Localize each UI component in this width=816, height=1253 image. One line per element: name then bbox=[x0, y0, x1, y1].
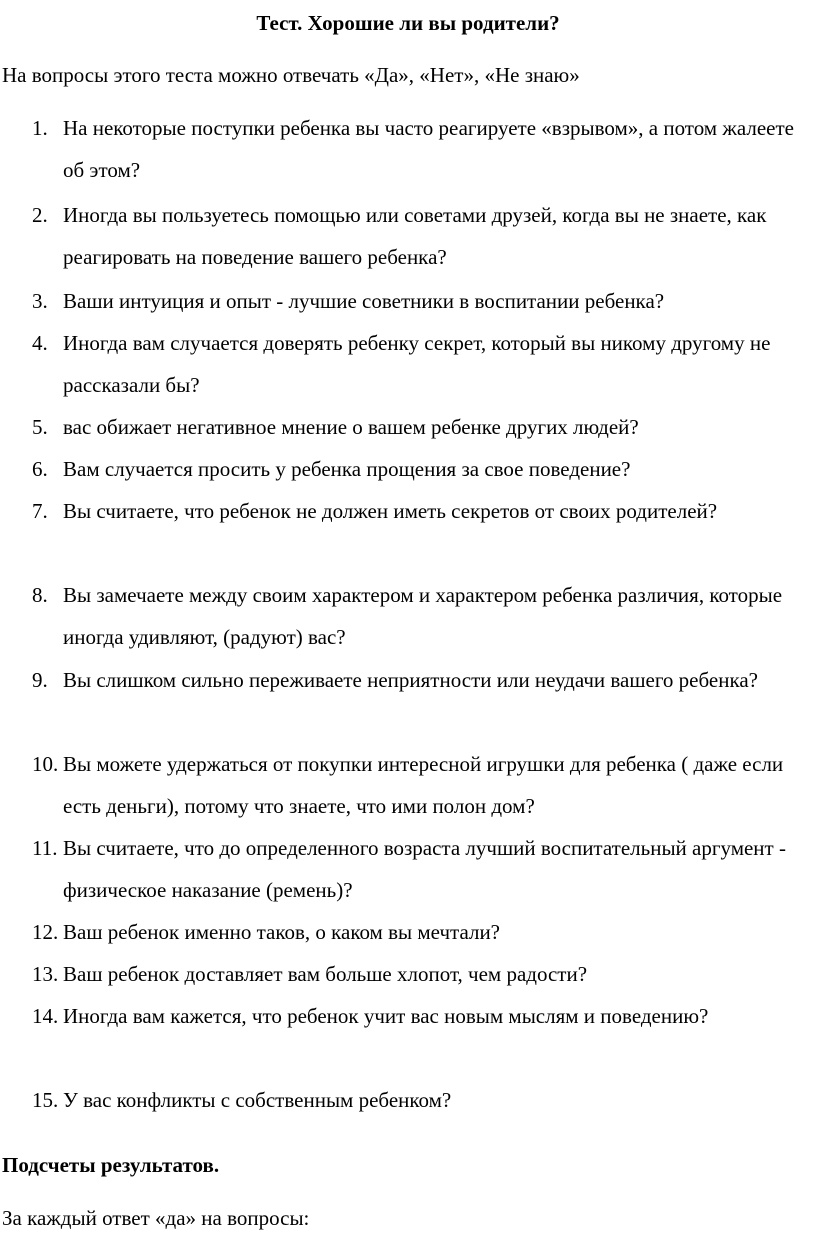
question-text: Иногда вы пользуетесь помощью или советами друзей, когда вы не знаете, как реагировать на поведение вашего ребенка? bbox=[63, 203, 767, 269]
question-number: 6. bbox=[32, 457, 48, 481]
results-intro-text: За каждый ответ «да» на вопросы: bbox=[2, 1206, 310, 1230]
question-text: На некоторые поступки ребенка вы часто реагируете «взрывом», а потом жалеете об этом? bbox=[63, 116, 794, 182]
question-number: 1. bbox=[32, 116, 48, 140]
question-number: 9. bbox=[32, 668, 48, 692]
question-text: Иногда вам случается доверять ребенку секрет, который вы никому другому не рассказали бы? bbox=[63, 331, 771, 397]
intro-text: На вопросы этого теста можно отвечать «Да», «Нет», «Не знаю» bbox=[2, 63, 580, 87]
question-text: Иногда вам кажется, что ребенок учит вас новым мыслям и поведению? bbox=[63, 1004, 709, 1028]
question-number: 10. bbox=[32, 752, 59, 776]
question-text: Вам случается просить у ребенка прощения за свое поведение? bbox=[63, 457, 631, 481]
document-title: Тест. Хорошие ли вы родители? bbox=[256, 11, 560, 35]
question-number: 12. bbox=[32, 920, 59, 944]
question-text: Вы слишком сильно переживаете неприятности или неудачи вашего ребенка? bbox=[63, 668, 758, 692]
question-number: 11. bbox=[32, 836, 58, 860]
question-text: Ваши интуиция и опыт - лучшие советники в воспитании ребенка? bbox=[63, 289, 665, 313]
question-number: 3. bbox=[32, 289, 48, 313]
question-number: 8. bbox=[32, 583, 48, 607]
question-number: 7. bbox=[32, 499, 48, 523]
question-text: Вы считаете, что ребенок не должен иметь секретов от своих родителей? bbox=[63, 499, 718, 523]
question-number: 15. bbox=[32, 1088, 59, 1112]
question-number: 5. bbox=[32, 415, 48, 439]
question-text: Ваш ребенок доставляет вам больше хлопот, чем радости? bbox=[63, 962, 588, 986]
question-text: Вы считаете, что до определенного возраста лучший воспитательный аргумент - физическое наказание (ремень)? bbox=[63, 836, 786, 902]
question-text: Вы можете удержаться от покупки интересной игрушки для ребенка ( даже если есть деньги), потому что знаете, что ими полон дом? bbox=[63, 752, 784, 818]
question-number: 2. bbox=[32, 203, 48, 227]
question-text: У вас конфликты с собственным ребенком? bbox=[63, 1088, 452, 1112]
question-number: 13. bbox=[32, 962, 59, 986]
question-text: Ваш ребенок именно таков, о каком вы мечтали? bbox=[63, 920, 501, 944]
question-number: 4. bbox=[32, 331, 48, 355]
question-number: 14. bbox=[32, 1004, 59, 1028]
results-heading: Подсчеты результатов. bbox=[2, 1153, 220, 1177]
question-text: вас обижает негативное мнение о вашем ребенке других людей? bbox=[63, 415, 639, 439]
question-text: Вы замечаете между своим характером и характером ребенка различия, которые иногда удивляют, (радуют) вас? bbox=[63, 583, 783, 649]
